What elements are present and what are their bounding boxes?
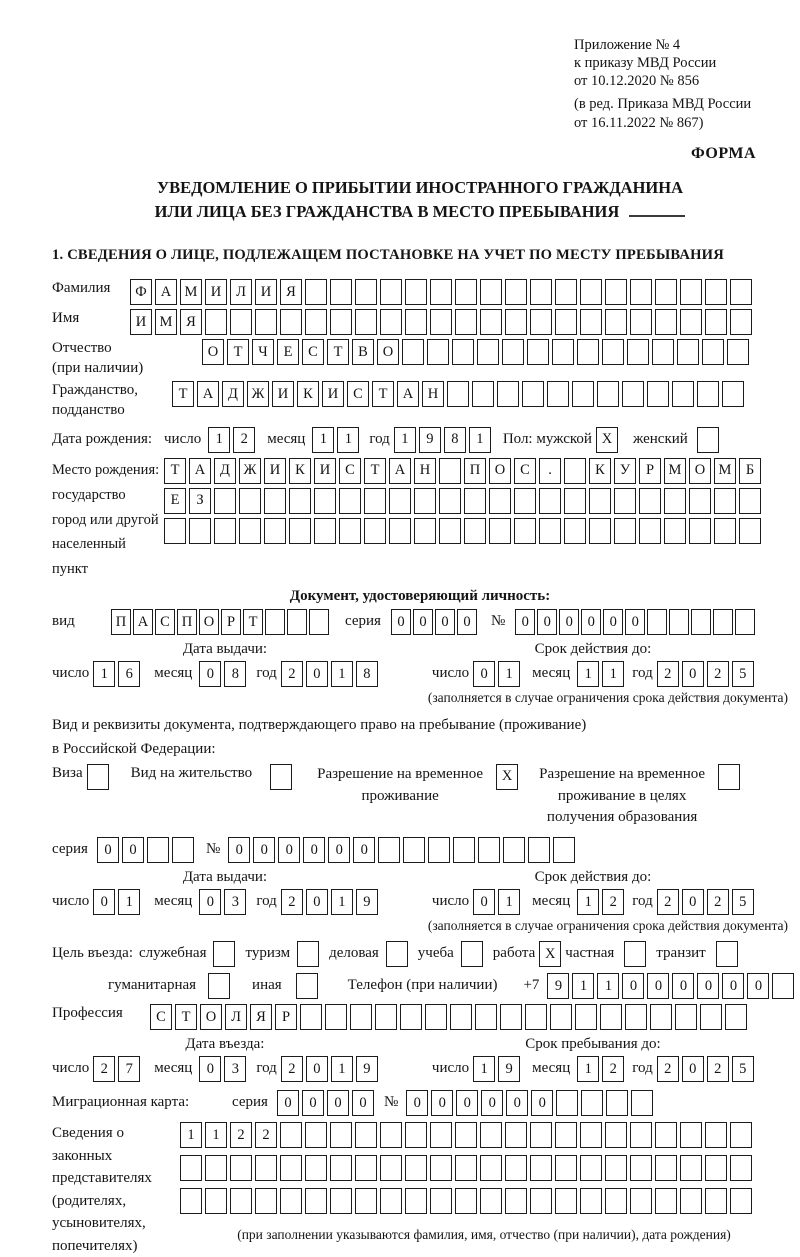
stay-day-cells[interactable]: 1 9 <box>473 1056 520 1082</box>
form-title <box>52 176 788 224</box>
purpose-study-label: учеба <box>417 945 454 962</box>
res-valid-year-cells[interactable]: 2 0 2 5 <box>657 889 754 915</box>
birthplace-row1-cells[interactable]: Т А Д Ж И К И С Т А Н П О С . К У Р М О М Б <box>164 458 761 484</box>
purpose-business-label: деловая <box>329 945 379 962</box>
month-label: месяц <box>532 1060 571 1077</box>
guardians-note: (при заполнении указываются фамилия, имя, отчество (при наличии), дата рождения) <box>237 1227 731 1243</box>
validity-note: (заполняется в случае ограничения срока действия документа) <box>427 918 788 934</box>
purpose-work-checkbox[interactable]: X <box>539 941 561 967</box>
purpose-humanitarian-checkbox[interactable] <box>208 973 230 999</box>
purpose-business-checkbox[interactable] <box>386 941 408 967</box>
issue-month-cells[interactable]: 0 8 <box>199 661 246 687</box>
day-label: число <box>164 430 202 447</box>
temp-permit-checkbox[interactable]: X <box>496 764 518 790</box>
birth-day-cells[interactable]: 1 2 <box>208 427 255 453</box>
title-underline <box>629 215 685 217</box>
appendix-line: к приказу МВД России <box>574 55 717 72</box>
valid-day-cells[interactable]: 0 1 <box>473 661 520 687</box>
validity-note: (заполняется в случае ограничения срока действия документа) <box>427 690 788 706</box>
purpose-study-checkbox[interactable] <box>461 941 483 967</box>
temp-permit-label: Разрешение на временное проживание <box>317 765 484 804</box>
year-label: год <box>632 893 653 910</box>
phone-cells[interactable]: 9 1 1 0 0 0 0 0 0 <box>547 973 794 999</box>
doc-number-cells[interactable]: 0 0 0 0 0 0 <box>515 609 755 635</box>
guardians-row1-cells[interactable]: 1 1 2 2 <box>180 1122 752 1148</box>
entry-day-cells[interactable]: 2 7 <box>93 1056 140 1082</box>
year-label: год <box>632 665 653 682</box>
stay-year-cells[interactable]: 2 0 2 5 <box>657 1056 754 1082</box>
entry-month-cells[interactable]: 0 3 <box>199 1056 246 1082</box>
year-label: год <box>256 893 277 910</box>
form-title-line1: УВЕДОМЛЕНИЕ О ПРИБЫТИИ ИНОСТРАННОГО ГРАЖДАНИНА <box>156 177 684 197</box>
sex-male-label: Пол: мужской <box>502 430 592 447</box>
name-label: Имя <box>52 310 80 327</box>
issue-date-header: Дата выдачи: <box>182 869 268 886</box>
birth-month-cells[interactable]: 1 1 <box>312 427 359 453</box>
day-label: число <box>52 1060 90 1077</box>
doc-type-label: вид <box>52 613 75 630</box>
number-label: № <box>383 1094 399 1111</box>
sex-female-label: женский <box>632 430 688 447</box>
purpose-humanitarian-label: гуманитарная <box>108 977 197 994</box>
profession-label: Профессия <box>52 1005 123 1022</box>
stay-until-header: Срок пребывания до: <box>525 1036 661 1053</box>
valid-date-header: Срок действия до: <box>534 641 652 658</box>
guardians-grid <box>180 1122 788 1243</box>
day-label: число <box>431 893 470 910</box>
entry-year-cells[interactable]: 2 0 1 9 <box>281 1056 378 1082</box>
migration-card-label: Миграционная карта: <box>52 1094 190 1111</box>
guardians-row2-cells[interactable] <box>180 1155 752 1181</box>
issue-year-cells[interactable]: 2 0 1 8 <box>281 661 378 687</box>
purpose-official-checkbox[interactable] <box>213 941 235 967</box>
purpose-work-label: работа <box>492 945 536 962</box>
number-label: № <box>205 841 221 858</box>
purpose-transit-label: транзит <box>656 945 706 962</box>
patronymic-cells[interactable]: О Т Ч Е С Т В О <box>202 339 749 365</box>
day-label: число <box>52 665 90 682</box>
form-title-line2: ИЛИ ЛИЦА БЕЗ ГРАЖДАНСТВА В МЕСТО ПРЕБЫВАНИЯ <box>52 200 788 224</box>
day-label: число <box>431 665 470 682</box>
res-valid-month-cells[interactable]: 1 2 <box>577 889 624 915</box>
profession-cells[interactable]: С Т О Л Я Р <box>150 1004 747 1030</box>
valid-month-cells[interactable]: 1 1 <box>577 661 624 687</box>
series-label: серия <box>232 1094 268 1111</box>
citizenship-cells[interactable]: Т А Д Ж И К И С Т А Н <box>172 381 744 407</box>
identity-doc-heading: Документ, удостоверяющий личность: <box>289 588 551 605</box>
sex-male-checkbox[interactable]: X <box>596 427 618 453</box>
appendix-line: Приложение № 4 <box>574 37 681 53</box>
purpose-private-checkbox[interactable] <box>624 941 646 967</box>
visa-label: Виза <box>52 764 83 781</box>
patronymic-label: Отчество (при наличии) <box>52 340 144 377</box>
series-label: серия <box>52 841 88 858</box>
residence-series-cells[interactable]: 0 0 <box>97 837 194 863</box>
birthplace-row3-cells[interactable] <box>164 518 761 544</box>
month-label: месяц <box>532 665 571 682</box>
month-label: месяц <box>532 893 571 910</box>
year-label: год <box>256 1060 277 1077</box>
purpose-tourism-checkbox[interactable] <box>297 941 319 967</box>
month-label: месяц <box>154 893 193 910</box>
issue-date-header: Дата выдачи: <box>182 641 268 658</box>
sex-female-checkbox[interactable] <box>697 427 719 453</box>
name-cells[interactable]: И М Я <box>130 309 752 335</box>
residence-number-cells[interactable]: 0 0 0 0 0 0 <box>228 837 575 863</box>
valid-date-header: Срок действия до: <box>534 869 652 886</box>
migcard-series-cells[interactable]: 0 0 0 0 <box>277 1090 374 1116</box>
surname-label: Фамилия <box>52 280 111 297</box>
entry-dates <box>52 1036 788 1082</box>
birthplace-grid <box>164 458 788 549</box>
series-label: серия <box>345 613 381 630</box>
edu-permit-checkbox[interactable] <box>718 764 740 790</box>
purpose-other-label: иная <box>252 977 282 994</box>
section1-heading: 1. СВЕДЕНИЯ О ЛИЦЕ, ПОДЛЕЖАЩЕМ ПОСТАНОВКЕ НА УЧЕТ ПО МЕСТУ ПРЕБЫВАНИЯ <box>52 247 724 264</box>
identity-doc-dates <box>52 641 788 687</box>
day-label: число <box>431 1060 470 1077</box>
res-issue-day-cells[interactable]: 0 1 <box>93 889 140 915</box>
res-issue-month-cells[interactable]: 0 3 <box>199 889 246 915</box>
entry-date-header: Дата въезда: <box>185 1036 265 1053</box>
guardians-label: Сведения о законных представителях (родителях, усыновителях, попечителях) <box>52 1125 152 1254</box>
purpose-label: Цель въезда: <box>52 945 133 962</box>
doc-type-cells[interactable]: П А С П О Р Т <box>111 609 329 635</box>
residence-doc-dates <box>52 869 788 915</box>
day-label: число <box>52 893 90 910</box>
birthplace-label: Место рождения: государство город или другой населенный пункт <box>52 461 160 578</box>
stay-month-cells[interactable]: 1 2 <box>577 1056 624 1082</box>
birthplace-row2-cells[interactable]: Е З <box>164 488 761 514</box>
purpose-tourism-label: туризм <box>245 945 291 962</box>
residence-doc-intro: Вид и реквизиты документа, подтверждающего право на пребывание (проживание) в Российской Федерации: <box>52 717 587 757</box>
purpose-private-label: частная <box>565 945 615 962</box>
appendix-line: от 16.11.2022 № 867) <box>574 114 704 131</box>
res-issue-year-cells[interactable]: 2 0 1 9 <box>281 889 378 915</box>
month-label: месяц <box>154 665 193 682</box>
res-valid-day-cells[interactable]: 0 1 <box>473 889 520 915</box>
appendix-line: от 10.12.2020 № 856 <box>574 73 700 90</box>
purpose-transit-checkbox[interactable] <box>716 941 738 967</box>
appendix-line: (в ред. Приказа МВД России <box>574 96 752 113</box>
phone-prefix: +7 <box>523 977 540 994</box>
month-label: месяц <box>154 1060 193 1077</box>
appendix-header <box>574 36 764 132</box>
issue-day-cells[interactable]: 1 6 <box>93 661 140 687</box>
phone-label: Телефон (при наличии) <box>347 977 498 994</box>
migcard-number-cells[interactable]: 0 0 0 0 0 0 <box>406 1090 653 1116</box>
valid-year-cells[interactable]: 2 0 2 5 <box>657 661 754 687</box>
guardians-row3-cells[interactable] <box>180 1188 752 1214</box>
number-label: № <box>490 613 506 630</box>
residence-permit-checkbox[interactable] <box>270 764 292 790</box>
doc-series-cells[interactable]: 0 0 0 0 <box>391 609 477 635</box>
birth-year-cells[interactable]: 1 9 8 1 <box>394 427 491 453</box>
residence-permit-label: Вид на жительство <box>130 764 253 781</box>
birthdate-label: Дата рождения: <box>52 430 153 447</box>
visa-checkbox[interactable] <box>87 764 109 790</box>
edu-permit-label: Разрешение на временное проживание в целях получения образования <box>539 765 706 826</box>
year-label: год <box>256 665 277 682</box>
purpose-other-checkbox[interactable] <box>296 973 318 999</box>
year-label: год <box>369 430 390 447</box>
forma-label: ФОРМА <box>690 144 756 162</box>
purpose-official-label: служебная <box>138 945 207 962</box>
month-label: месяц <box>267 430 306 447</box>
surname-cells[interactable]: Ф А М И Л И Я <box>130 279 752 305</box>
year-label: год <box>632 1060 653 1077</box>
citizenship-label: Гражданство, подданство <box>52 382 139 418</box>
